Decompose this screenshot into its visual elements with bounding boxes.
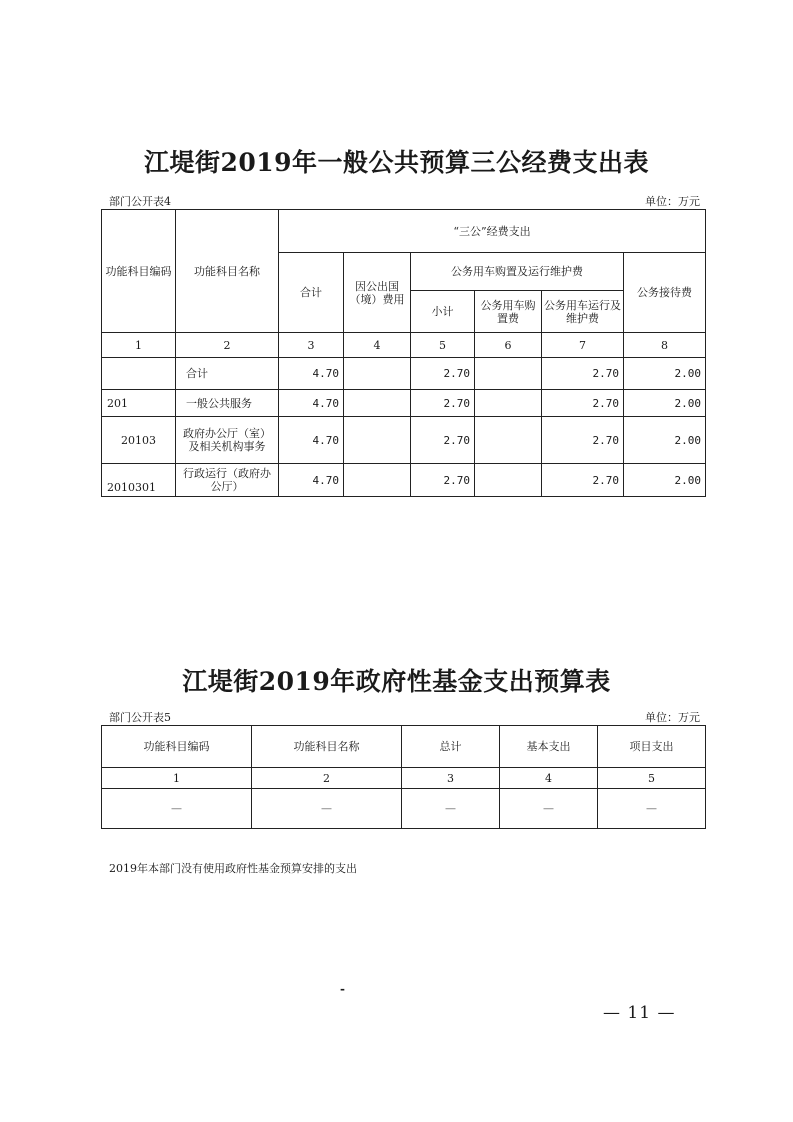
name-cell: — (252, 789, 402, 829)
index-cell: 6 (475, 333, 542, 358)
operation-cell: 2.70 (542, 417, 624, 464)
index-cell: 8 (624, 333, 706, 358)
total-cell: 4.70 (279, 358, 344, 390)
total-cell: — (402, 789, 500, 829)
table2-title: 江堤街2019年政府性基金支出预算表 (182, 667, 611, 696)
index-cell: 4 (500, 768, 598, 789)
table-row (102, 417, 706, 464)
subtotal-cell: 2.70 (411, 417, 475, 464)
purchase-cell (475, 390, 542, 417)
name-cell: 政府办公厅（室）及相关机构事务 (176, 417, 279, 464)
index-cell: 3 (402, 768, 500, 789)
header-total: 合计 (279, 253, 344, 333)
header-three-public-group: “三公”经费支出 (279, 210, 706, 253)
header-vehicle-group: 公务用车购置及运行维护费 (411, 253, 624, 291)
table1-label: 部门公开表4 (109, 195, 171, 208)
subtotal-cell: 2.70 (411, 358, 475, 390)
code-cell: 2010301 (102, 464, 176, 497)
abroad-cell (344, 358, 411, 390)
reception-cell: 2.00 (624, 358, 706, 390)
code-cell: — (102, 789, 252, 829)
reception-cell: 2.00 (624, 417, 706, 464)
total-cell: 4.70 (279, 464, 344, 497)
header-reception: 公务接待费 (624, 253, 706, 333)
header-basic: 基本支出 (500, 726, 598, 768)
name-cell: 合计 (176, 358, 279, 390)
header-abroad: 因公出国（境）费用 (344, 253, 411, 333)
purchase-cell (475, 417, 542, 464)
header-name: 功能科目名称 (252, 726, 402, 768)
index-cell: 1 (102, 768, 252, 789)
index-cell: 3 (279, 333, 344, 358)
total-cell: 4.70 (279, 417, 344, 464)
operation-cell: 2.70 (542, 464, 624, 497)
index-cell: 7 (542, 333, 624, 358)
index-cell: 1 (102, 333, 176, 358)
name-cell: 一般公共服务 (176, 390, 279, 417)
table1-unit: 单位：万元 (645, 195, 700, 208)
header-code: 功能科目编码 (102, 726, 252, 768)
abroad-cell (344, 464, 411, 497)
note-text: 2019年本部门没有使用政府性基金预算安排的支出 (109, 862, 357, 875)
index-cell: 2 (252, 768, 402, 789)
table-row (102, 789, 706, 829)
index-row (102, 333, 706, 358)
header-total: 总计 (402, 726, 500, 768)
page-number: — 11 — (603, 1003, 676, 1023)
header-name: 功能科目名称 (176, 210, 279, 333)
header-project: 项目支出 (598, 726, 706, 768)
header-operation: 公务用车运行及维护费 (542, 291, 624, 333)
government-fund-table (101, 725, 706, 829)
abroad-cell (344, 417, 411, 464)
subtotal-cell: 2.70 (411, 464, 475, 497)
operation-cell: 2.70 (542, 358, 624, 390)
purchase-cell (475, 464, 542, 497)
purchase-cell (475, 358, 542, 390)
index-cell: 2 (176, 333, 279, 358)
table2-unit: 单位：万元 (645, 711, 700, 724)
reception-cell: 2.00 (624, 390, 706, 417)
code-cell: 20103 (102, 417, 176, 464)
total-cell: 4.70 (279, 390, 344, 417)
header-purchase: 公务用车购置费 (475, 291, 542, 333)
reception-cell: 2.00 (624, 464, 706, 497)
project-cell: — (598, 789, 706, 829)
table-row (102, 390, 706, 417)
abroad-cell (344, 390, 411, 417)
code-cell (102, 358, 176, 390)
basic-cell: — (500, 789, 598, 829)
table-row (102, 464, 706, 497)
footer-mark: - (340, 982, 345, 996)
operation-cell: 2.70 (542, 390, 624, 417)
index-cell: 5 (411, 333, 475, 358)
index-row (102, 768, 706, 789)
three-public-expenses-table (101, 209, 706, 497)
table1-title: 江堤街2019年一般公共预算三公经费支出表 (143, 148, 650, 177)
index-cell: 4 (344, 333, 411, 358)
subtotal-cell: 2.70 (411, 390, 475, 417)
name-cell: 行政运行（政府办公厅） (176, 464, 279, 497)
table-row (102, 358, 706, 390)
table2-label: 部门公开表5 (109, 711, 171, 724)
header-subtotal: 小计 (411, 291, 475, 333)
header-code: 功能科目编码 (102, 210, 176, 333)
index-cell: 5 (598, 768, 706, 789)
code-cell: 201 (102, 390, 176, 417)
